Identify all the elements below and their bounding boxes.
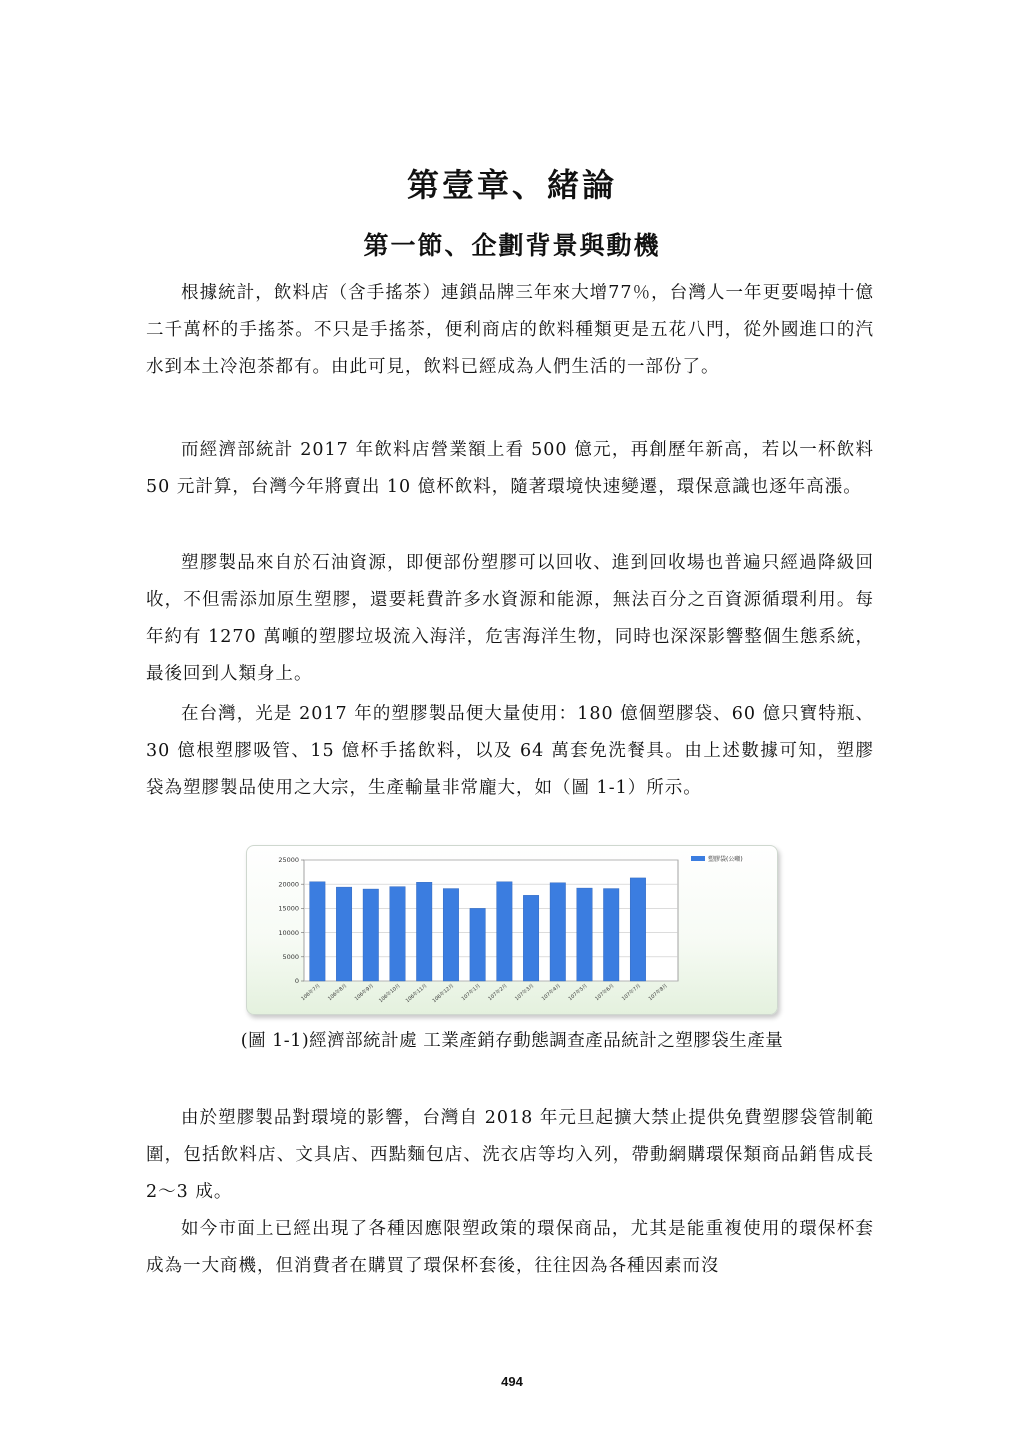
x-tick-label: 107年2月 <box>487 982 509 1003</box>
x-tick-label: 107年6月 <box>594 982 616 1003</box>
x-tick-label: 106年7月 <box>300 982 322 1003</box>
plot-area <box>304 860 678 981</box>
figure-plastic-bag-chart <box>246 845 778 1015</box>
bar <box>310 882 325 981</box>
bar <box>630 878 645 981</box>
y-tick-label: 10000 <box>278 928 299 937</box>
figure-caption: (圖 1-1)經濟部統計處 工業產銷存動態調查產品統計之塑膠袋生產量 <box>240 1031 784 1051</box>
bar <box>336 887 351 981</box>
y-tick-label: 20000 <box>278 880 299 889</box>
section-title: 第一節、企劃背景與動機 <box>363 231 661 260</box>
paragraph-eco-products: 如今市面上已經出現了各種因應限塑政策的環保商品，尤其是能重複使用的環保杯套成為一大商機，但消費者在購買了環保杯套後，往往因為各種因素而沒 <box>146 1219 874 1276</box>
x-tick-label: 107年8月 <box>647 982 669 1003</box>
bar <box>443 889 458 981</box>
x-tick-label: 107年5月 <box>567 982 589 1003</box>
legend-swatch <box>691 856 705 861</box>
x-tick-label: 106年9月 <box>353 982 376 1003</box>
bar <box>416 882 431 981</box>
x-tick-label: 107年3月 <box>514 982 536 1003</box>
paragraph-ban-policy: 由於塑膠製品對環境的影響，台灣自 2018 年元旦起擴大禁止提供免費塑膠袋管制範圍，包括飲料店、文具店、西點麵包店、洗衣店等均入列，帶動網購環保類商品銷售成長 2～3 成。 <box>146 1108 874 1202</box>
x-tick-label: 107年1月 <box>460 982 482 1003</box>
chapter-title: 第壹章、緒論 <box>406 166 617 204</box>
legend-label: 塑膠袋(公噸) <box>708 856 743 863</box>
x-tick-label: 107年7月 <box>620 982 643 1003</box>
y-tick-label: 15000 <box>278 904 299 913</box>
bar <box>363 889 378 981</box>
paragraph-revenue: 而經濟部統計 2017 年飲料店營業額上看 500 億元，再創歷年新高，若以一杯飲料 50 元計算，台灣今年將賣出 10 億杯飲料，隨著環境快速變遷，環保意識也逐年高漲。 <box>146 440 874 497</box>
paragraph-statistics: 根據統計，飲料店（含手搖茶）連鎖品牌三年來大增77％，台灣人一年更要喝掉十億二千萬杯的手搖茶。不只是手搖茶，便利商店的飲料種類更是五花八門，從外國進口的汽水到本土冷泡茶都有。由此可見，飲料已經成為人們生活的一部份了。 <box>146 283 874 377</box>
bar <box>497 882 512 981</box>
bar <box>470 908 485 981</box>
x-tick-label: 107年4月 <box>540 982 563 1003</box>
paragraph-plastic-source: 塑膠製品來自於石油資源，即便部份塑膠可以回收、進到回收場也普遍只經過降級回收，不但需添加原生塑膠，還要耗費許多水資源和能源，無法百分之百資源循環利用。每年約有 1270 萬噸的塑膠垃圾流入海洋，危害海洋生物，同時也深深影響整個生態系統，最後回到人類身上。 <box>146 553 874 684</box>
paragraph-plastic-usage: 在台灣，光是 2017 年的塑膠製品便大量使用：180 億個塑膠袋、60 億只寶特瓶、30 億根塑膠吸管、15 億杯手搖飲料，以及 64 萬套免洗餐具。由上述數據可知，塑膠袋為塑膠製品使用之大宗，生產輸量非常龐大，如（圖 1-1）所示。 <box>146 704 874 798</box>
y-tick-label: 25000 <box>278 856 299 865</box>
bar-chart <box>247 846 777 1014</box>
page-number: 494 <box>501 1374 523 1389</box>
y-tick-label: 5000 <box>282 953 299 961</box>
x-tick-label: 106年10月 <box>378 982 402 1005</box>
bar <box>390 887 405 981</box>
y-tick-label: 0 <box>294 977 299 986</box>
x-tick-label: 106年8月 <box>327 982 349 1003</box>
bar <box>523 895 538 981</box>
bar <box>603 889 618 981</box>
bar <box>577 888 592 981</box>
x-tick-label: 106年11月 <box>404 982 429 1005</box>
x-tick-label: 106年12月 <box>431 982 456 1005</box>
bar <box>550 883 565 981</box>
